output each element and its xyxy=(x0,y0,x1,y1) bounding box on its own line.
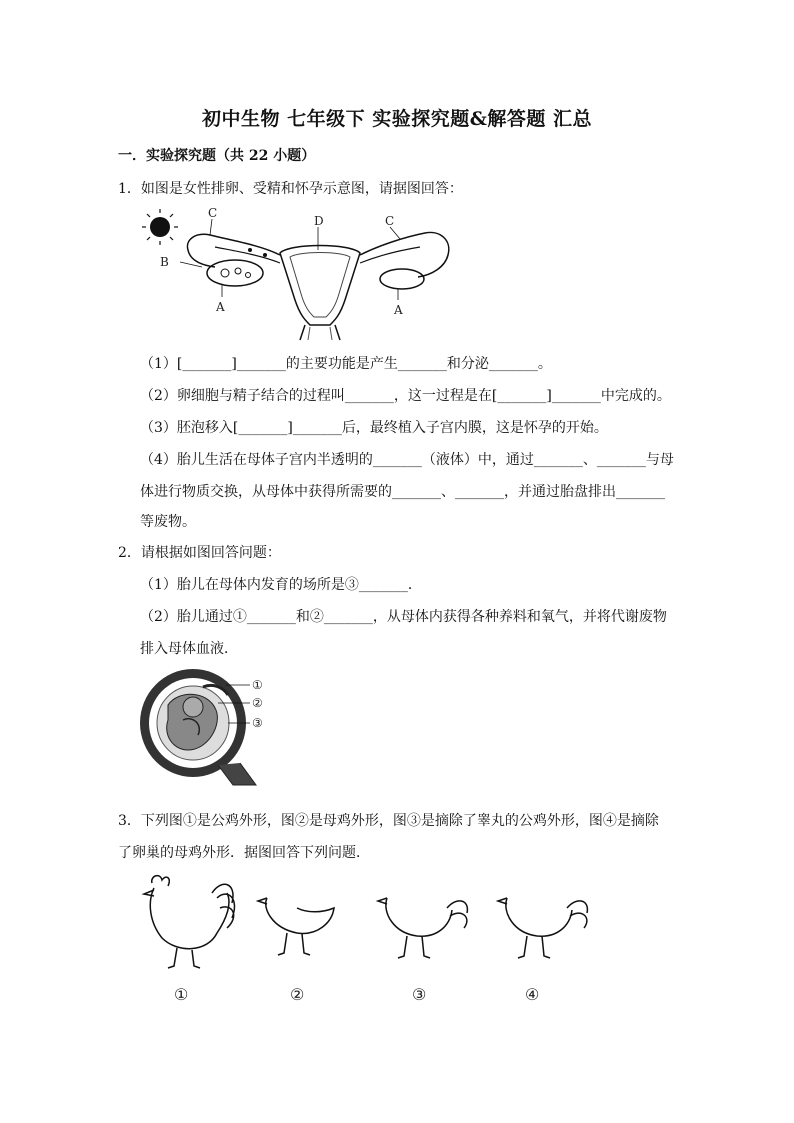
label-a-right: A xyxy=(394,303,403,317)
label-1: ① xyxy=(252,678,263,692)
label-2: ② xyxy=(252,696,263,710)
label-b: B xyxy=(160,255,169,269)
label-3: ③ xyxy=(252,716,263,730)
label-fig-1: ① xyxy=(174,985,189,1004)
section-heading: 一．实验探究题（共 22 小题） xyxy=(118,148,316,164)
q1-uterus-figure xyxy=(140,205,470,345)
q2-fetus-figure xyxy=(138,665,278,790)
page-title: 初中生物 七年级下 实验探究题&解答题 汇总 xyxy=(202,108,592,130)
label-fig-3: ③ xyxy=(412,985,427,1004)
q3-stem-line2: 了卵巢的母鸡外形．据图回答下列问题． xyxy=(118,845,370,861)
q3-stem-line1: 3．下列图①是公鸡外形，图②是母鸡外形，图③是摘除了睾丸的公鸡外形，图④是摘除 xyxy=(118,813,659,829)
label-fig-4: ④ xyxy=(525,985,540,1004)
q3-chicken-figures xyxy=(132,868,602,1008)
q1-part2: （2）卵细胞与精子结合的过程叫_______，这一过程是在[_______]_______中完成的。 xyxy=(140,388,671,404)
label-fig-2: ② xyxy=(290,985,305,1004)
sun-icon xyxy=(142,209,178,245)
spayed-hen-icon xyxy=(498,898,587,958)
q2-stem: 2．请根据如图回答问题： xyxy=(118,545,281,561)
label-d: D xyxy=(314,214,324,228)
label-c-right: C xyxy=(385,214,395,228)
label-c-left: C xyxy=(208,206,218,220)
q1-stem: 1．如图是女性排卵、受精和怀孕示意图，请据图回答： xyxy=(118,181,463,197)
q1-part4-line2: 体进行物质交换，从母体中获得所需要的_______、_______，并通过胎盘排出_______ xyxy=(140,484,665,500)
q1-part4-line1: （4）胎儿生活在母体子宫内半透明的_______（液体）中，通过_______、_______与母 xyxy=(140,452,674,468)
q2-part2-line1: （2）胎儿通过①_______和②_______，从母体内获得各种养料和氧气，并将代谢废物 xyxy=(140,609,667,625)
q1-part1: （1）[_______]_______的主要功能是产生_______和分泌_______。 xyxy=(140,356,552,372)
hen-icon xyxy=(258,898,334,955)
capon-icon xyxy=(378,898,467,958)
label-a-left: A xyxy=(216,300,225,314)
q2-part1: （1）胎儿在母体内发育的场所是③_______． xyxy=(140,577,422,593)
rooster-icon xyxy=(144,876,234,968)
q2-part2-line2: 排入母体血液． xyxy=(140,641,238,657)
q1-part3: （3）胚泡移入[_______]_______后，最终植入子宫内膜，这是怀孕的开始。 xyxy=(140,420,608,436)
q1-part4-line3: 等废物。 xyxy=(140,514,196,530)
